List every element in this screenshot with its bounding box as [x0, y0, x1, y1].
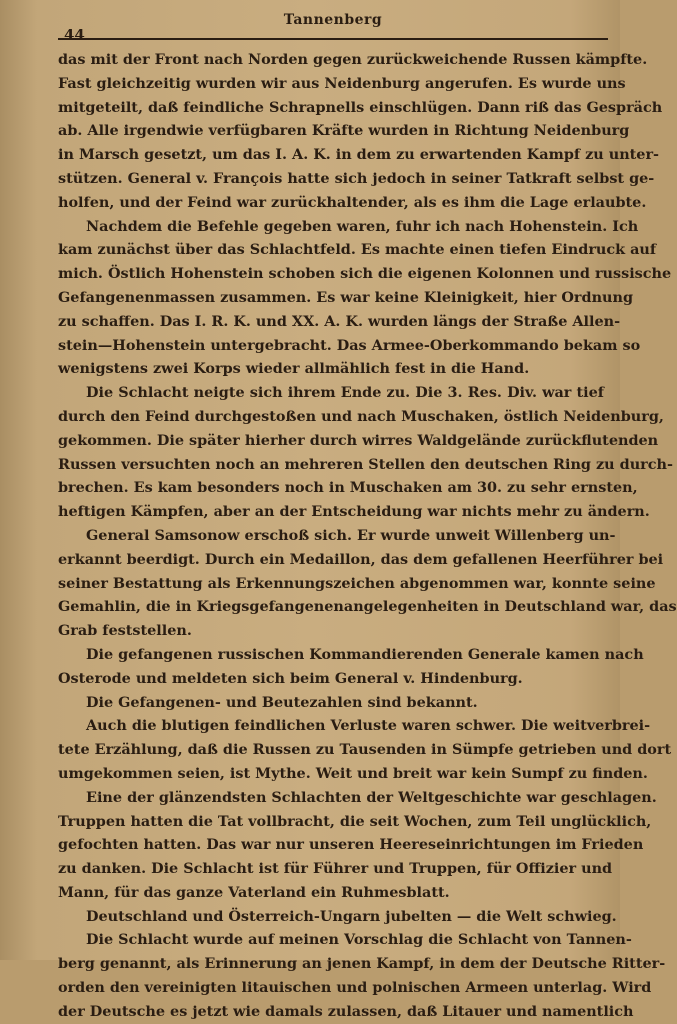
- text-line: Osterode und meldeten sich beim General v. Hindenburg.: [58, 669, 523, 687]
- text-line: Mann, für das ganze Vaterland ein Ruhmesblatt.: [58, 883, 450, 901]
- page-number: 44: [64, 26, 85, 44]
- text-line: heftigen Kämpfen, aber an der Entscheidung war nichts mehr zu ändern.: [58, 503, 650, 521]
- text-line: erkannt beerdigt. Durch ein Medaillon, das dem gefallenen Heerführer bei: [58, 550, 664, 568]
- text-line: General Samsonow erschoß sich. Er wurde unweit Willenberg un-: [86, 526, 616, 544]
- text-line: das mit der Front nach Norden gegen zurückweichende Russen kämpfte.: [58, 51, 648, 68]
- body-text: [58, 48, 677, 1024]
- text-line: Gefangenenmassen zusammen. Es war keine Kleinigkeit, hier Ordnung: [58, 288, 634, 306]
- text-line: gefochten hatten. Das war nur unseren Heereseinrichtungen im Frieden: [58, 836, 644, 854]
- text-line: wenigstens zwei Korps wieder allmählich fest in die Hand.: [58, 360, 530, 378]
- text-line: seiner Bestattung als Erkennungszeichen abgenommen war, konnte seine: [58, 574, 656, 592]
- text-line: Nachdem die Befehle gegeben waren, fuhr ich nach Hohenstein. Ich: [86, 217, 639, 235]
- text-line: Die Schlacht wurde auf meinen Vorschlag die Schlacht von Tannen-: [86, 931, 632, 949]
- text-line: berg genannt, als Erinnerung an jenen Kampf, in dem der Deutsche Ritter-: [58, 955, 666, 973]
- text-line: tete Erzählung, daß die Russen zu Tausenden in Sümpfe getrieben und dort: [58, 741, 672, 759]
- text-line: orden den vereinigten litauischen und polnischen Armeen unterlag. Wird: [58, 979, 652, 997]
- header-rule: [58, 38, 608, 40]
- page-header: [58, 10, 608, 48]
- text-line: Die Schlacht neigte sich ihrem Ende zu. Die 3. Res. Div. war tief: [86, 384, 604, 402]
- text-line: durch den Feind durchgestoßen und nach Muschaken, östlich Neidenburg,: [58, 407, 664, 425]
- text-line: umgekommen seien, ist Mythe. Weit und breit war kein Sumpf zu finden.: [58, 764, 648, 782]
- text-line: Auch die blutigen feindlichen Verluste waren schwer. Die weitverbrei-: [86, 717, 651, 735]
- text-line: stützen. General v. François hatte sich jedoch in seiner Tatkraft selbst ge-: [58, 169, 655, 187]
- text-line: Fast gleichzeitig wurden wir aus Neidenburg angerufen. Es wurde uns: [58, 74, 626, 92]
- text-line: Truppen hatten die Tat vollbracht, die seit Wochen, zum Teil unglücklich,: [58, 812, 652, 830]
- text-line: Gemahlin, die in Kriegsgefangenenangelegenheiten in Deutschland war, das: [58, 598, 677, 616]
- text-line: Grab feststellen.: [58, 622, 192, 640]
- text-line: mitgeteilt, daß feindliche Schrapnells einschlügen. Dann riß das Gespräch: [58, 98, 663, 116]
- text-line: kam zunächst über das Schlachtfeld. Es machte einen tiefen Eindruck auf: [58, 241, 657, 259]
- running-title: Tannenberg: [283, 12, 383, 28]
- text-line: ab. Alle irgendwie verfügbaren Kräfte wurden in Richtung Neidenburg: [58, 122, 630, 140]
- text-line: gekommen. Die später hierher durch wirres Waldgelände zurückflutenden: [58, 431, 659, 449]
- text-line: brechen. Es kam besonders noch in Muschaken am 30. zu sehr ernsten,: [58, 479, 638, 497]
- text-line: Russen versuchten noch an mehreren Stellen den deutschen Ring zu durch-: [58, 455, 673, 473]
- text-line: zu schaffen. Das I. R. K. und XX. A. K. wurden längs der Straße Allen-: [58, 312, 621, 330]
- text-line: Deutschland und Österreich-Ungarn jubelten — die Welt schwieg.: [86, 907, 617, 925]
- text-line: in Marsch gesetzt, um das I. A. K. in dem zu erwartenden Kampf zu unter-: [58, 146, 660, 164]
- text-line: zu danken. Die Schlacht ist für Führer und Truppen, für Offizier und: [58, 860, 613, 878]
- text-line: der Deutsche es jetzt wie damals zulassen, daß Litauer und namentlich: [58, 1002, 634, 1020]
- text-line: mich. Östlich Hohenstein schoben sich die eigenen Kolonnen und russische: [58, 265, 672, 283]
- text-line: Die Gefangenen- und Beutezahlen sind bekannt.: [86, 693, 478, 711]
- text-line: stein—Hohenstein untergebracht. Das Armee-Oberkommando bekam so: [58, 336, 641, 354]
- text-line: Eine der glänzendsten Schlachten der Weltgeschichte war geschlagen.: [86, 788, 657, 806]
- text-line: holfen, und der Feind war zurückhaltender, als es ihm die Lage erlaubte.: [58, 193, 647, 211]
- text-line: Die gefangenen russischen Kommandierenden Generale kamen nach: [86, 645, 644, 663]
